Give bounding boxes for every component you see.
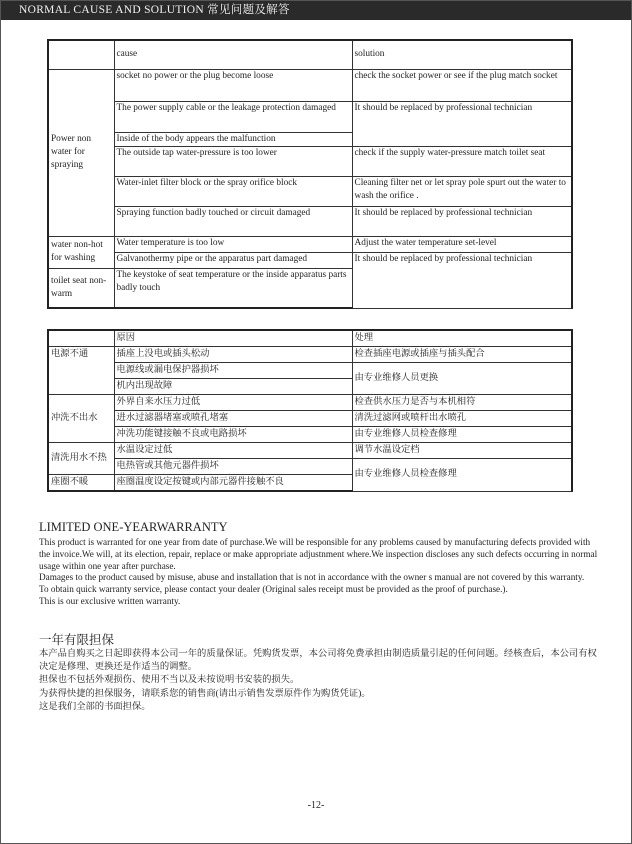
troubleshooting-table-en <box>47 39 573 309</box>
cause-cell: socket no power or the plug become loose <box>114 69 352 101</box>
solution-cell: It should be replaced by professional technician <box>352 252 572 308</box>
symptom-cell: water non-hot for washing <box>48 236 114 268</box>
table-row <box>48 459 572 475</box>
cause-cell: 水温设定过低 <box>114 443 352 459</box>
table-row <box>48 206 572 236</box>
cause-cell: Spraying function badly touched or circuit damaged <box>114 206 352 236</box>
cause-cell: Water-inlet filter block or the spray orifice block <box>114 176 352 206</box>
page-number: -12- <box>307 800 325 811</box>
solution-cell: 检查插座电源或插座与插头配合 <box>352 347 572 363</box>
cause-cell: The keystoke of seat temperature or the inside apparatus parts badly touch <box>114 268 352 308</box>
symptom-cell: 电源不通 <box>48 347 114 395</box>
cause-cell: Galvanothermy pipe or the apparatus part damaged <box>114 252 352 268</box>
column-header-cause: 原因 <box>114 330 352 347</box>
solution-cell: 检查供水压力是否与本机相符 <box>352 395 572 411</box>
solution-cell: 由专业维修人员检查修理 <box>352 427 572 443</box>
table-row <box>48 236 572 252</box>
symptom-cell: 座圈不暖 <box>48 475 114 492</box>
troubleshooting-table-cn <box>47 329 573 492</box>
cause-cell: 进水过滤器堵塞或喷孔堵塞 <box>114 411 352 427</box>
solution-cell: 由专业维修人员更换 <box>352 363 572 395</box>
table-row <box>48 427 572 443</box>
warranty-paragraph: 为获得快捷的担保服务，请联系您的销售商(请出示销售发票原件作为购货凭证)。 <box>39 688 371 699</box>
cause-cell: The outside tap water-pressure is too lower <box>114 146 352 176</box>
solution-cell: check the socket power or see if the plug match socket <box>352 69 572 101</box>
warranty-paragraph: 担保也不包括外观损伤、使用不当以及未按说明书安装的损失。 <box>39 675 300 686</box>
cause-cell: 电热管或其他元器件损坏 <box>114 459 352 475</box>
warranty-paragraph: This product is warranted for one year from date of purchase.We will be responsible for any problems caused by manufacturing defects provided with the invoice.We will, at its election, repair, replace or make appropriate adjustnment where.We inspection discloses any such defects occurring in normal usage within one year after purchase. <box>39 537 598 571</box>
solution-cell: Cleaning filter net or let spray pole spurt out the water to wash the orifice . <box>352 176 572 206</box>
table-row <box>48 395 572 411</box>
table-row <box>48 146 572 176</box>
warranty-paragraph: To obtain quick warranty service, please contact your dealer (Original sales receipt must be provided as the proof of purchase.). <box>39 584 508 595</box>
warranty-paragraph: 这是我们全部的书面担保。 <box>39 701 151 712</box>
solution-cell: Adjust the water temperature set-level <box>352 236 572 252</box>
column-header-cause: cause <box>114 40 352 69</box>
symptom-cell: 冲洗不出水 <box>48 395 114 443</box>
symptom-cell: 清洗用水不热 <box>48 443 114 475</box>
table-row <box>48 252 572 268</box>
cause-cell: The power supply cable or the leakage protection damaged <box>114 101 352 132</box>
table-row <box>48 347 572 363</box>
warranty-paragraph: This is our exclusive written warranty. <box>39 595 181 606</box>
warranty-title-cn: 一年有限担保 <box>39 633 115 647</box>
table-row <box>48 411 572 427</box>
solution-cell: 清洗过滤网或喷杆出水喷孔 <box>352 411 572 427</box>
table-row <box>48 176 572 206</box>
cause-cell: Inside of the body appears the malfunction <box>114 132 352 146</box>
cause-cell: 电源线或漏电保护器损坏 <box>114 363 352 379</box>
column-header-solution: 处理 <box>352 330 572 347</box>
solution-cell: check if the supply water-pressure match toilet seat <box>352 146 572 176</box>
section-header: NORMAL CAUSE AND SOLUTION 常见问题及解答 <box>1 1 631 20</box>
solution-cell: 调节水温设定档 <box>352 443 572 459</box>
table-header-row <box>48 40 572 69</box>
table-header-row <box>48 330 572 347</box>
warranty-paragraph: Damages to the product caused by misuse, abuse and installation that is not in accordance with the owner s manual are not covered by this warranty. <box>39 572 585 583</box>
cause-cell: 外界自来水压力过低 <box>114 395 352 411</box>
column-header-solution: solution <box>352 40 572 69</box>
solution-cell: It should be replaced by professional technician <box>352 206 572 236</box>
cause-cell: 冲洗功能键接触不良或电路损坏 <box>114 427 352 443</box>
warranty-paragraph: 本产品自购买之日起即获得本公司一年的质量保证。凭购货发票，本公司将免费承担由制造质量引起的任何问题。经核查后，本公司有权决定是修理、更换还是作适当的调整。 <box>39 649 597 673</box>
solution-cell: It should be replaced by professional technician <box>352 101 572 146</box>
symptom-cell: toilet seat non-warm <box>48 268 114 308</box>
cause-cell: 机内出现故障 <box>114 379 352 395</box>
cause-cell: 座圈温度设定按键或内部元器件接触不良 <box>114 475 352 492</box>
table-row <box>48 363 572 379</box>
table-row <box>48 69 572 101</box>
symptom-cell: Power non water for spraying <box>48 69 114 236</box>
warranty-text-en <box>39 537 599 608</box>
cause-cell: Water temperature is too low <box>114 236 352 252</box>
warranty-text-cn <box>39 648 599 714</box>
warranty-title-en: LIMITED ONE-YEARWARRANTY <box>39 520 228 534</box>
table-row <box>48 443 572 459</box>
cause-cell: 插座上没电或插头松动 <box>114 347 352 363</box>
table-row <box>48 101 572 132</box>
solution-cell: 由专业维修人员检查修理 <box>352 459 572 492</box>
